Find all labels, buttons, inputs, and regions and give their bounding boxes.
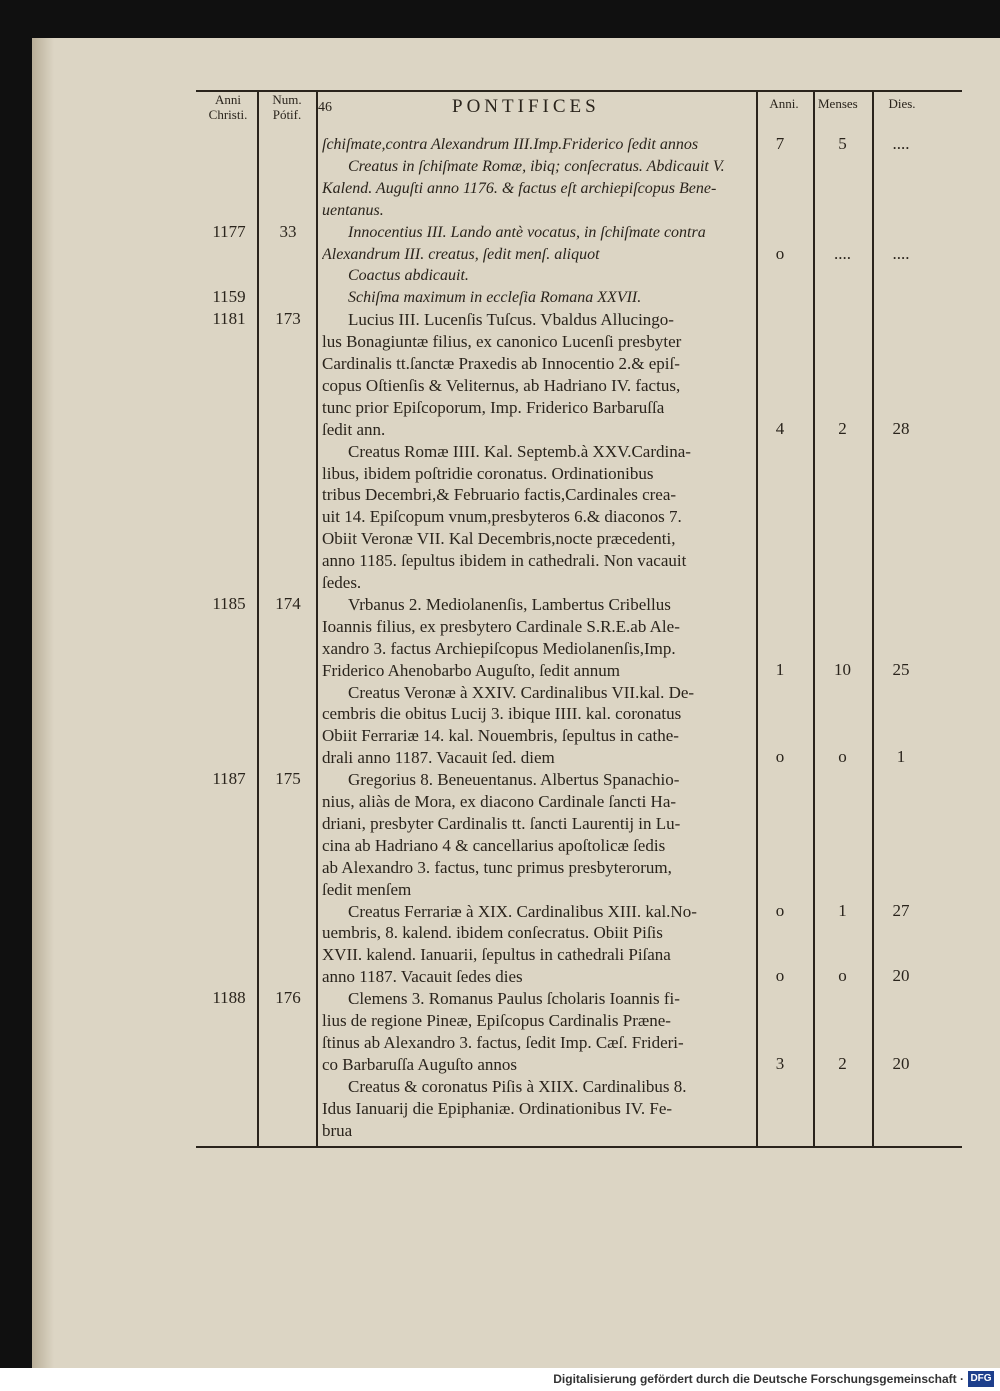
- anni-value: 4: [775, 418, 785, 438]
- text-line: tribus Decembri,& Februario factis,Cardinales crea-: [322, 485, 677, 505]
- text-line: Creatus & coronatus Piſis à XIIX. Cardinalibus 8.: [348, 1076, 687, 1096]
- page-title: PONTIFICES: [452, 96, 600, 117]
- header-dies-col: Dies.: [888, 96, 916, 111]
- page-number: 46: [318, 100, 332, 115]
- text-line: Obiit Veronæ VII. Kal Decembris,nocte præcedenti,: [322, 529, 676, 549]
- menses-value: 5: [838, 134, 847, 153]
- text-line: uembris, 8. kalend. ibidem conſecratus. Obiit Piſis: [322, 923, 663, 943]
- dies-value: 27: [892, 900, 910, 920]
- menses-value: 2: [838, 1053, 847, 1073]
- text-line: anno 1185. ſepultus ibidem in cathedrali. Non vacauit: [322, 551, 687, 571]
- anni-value: 1: [775, 659, 785, 679]
- text-line: cembris die obitus Lucij 3. ibique IIII. kal. coronatus: [322, 704, 682, 724]
- text-line: ſtinus ab Alexandro 3. factus, ſedit Imp. Cæſ. Frideri-: [322, 1032, 684, 1052]
- text-line: tunc prior Epiſcoporum, Imp. Friderico Barbaruſſa: [322, 397, 665, 417]
- text-line: ſedit menſem: [322, 879, 412, 899]
- col-divider-5: [872, 92, 874, 1146]
- text-line: Creatus Romæ IIII. Kal. Septemb.à XXV.Cardina-: [348, 441, 691, 461]
- footer-credit: Digitalisierung gefördert durch die Deutsche Forschungsgemeinschaft ·: [553, 1372, 964, 1386]
- text-line: Schiſma maximum in eccleſia Romana XXVII.: [348, 289, 642, 307]
- text-line: Lucius III. Lucenſis Tuſcus. Vbaldus Allucingo-: [348, 310, 674, 330]
- text-line: anno 1187. Vacauit ſedes dies: [322, 967, 523, 987]
- pontiff-number: 174: [275, 593, 301, 613]
- text-line: Creatus Ferrariæ à XIX. Cardinalibus XIII. kal.No-: [348, 901, 697, 921]
- menses-value: ....: [834, 243, 851, 263]
- text-line: drali anno 1187. Vacauit ſed. diem: [322, 748, 555, 768]
- dies-value: ....: [892, 243, 910, 263]
- text-line: libus, ibidem poſtridie coronatus. Ordinationibus: [322, 463, 654, 483]
- header-year-col: Anni Christi.: [208, 92, 248, 122]
- anni-value: 3: [775, 1053, 785, 1073]
- header-menses-col: Menses: [818, 96, 858, 111]
- pontiff-number: 33: [279, 221, 297, 241]
- anni-value: o: [775, 966, 785, 986]
- dies-value: ....: [892, 134, 910, 153]
- header-anni-col: Anni.: [769, 96, 799, 111]
- pontiff-number: 176: [275, 988, 301, 1008]
- text-line: Kalend. Auguſti anno 1176. & factus eſt archiepiſcopus Bene-: [322, 179, 717, 197]
- year-value: 1159: [212, 287, 246, 307]
- text-line: Gregorius 8. Beneuentanus. Albertus Spanachio-: [348, 770, 680, 790]
- dfg-logo: DFG: [968, 1371, 994, 1387]
- year-value: 1177: [212, 221, 246, 241]
- text-line: Innocentius III. Lando antè vocatus, in ſchiſmate contra: [348, 223, 706, 241]
- text-line: nius, aliàs de Mora, ex diacono Cardinale ſancti Ha-: [322, 792, 677, 811]
- pontiff-number: 175: [275, 769, 301, 789]
- text-line: Clemens 3. Romanus Paulus ſcholaris Ioannis fi-: [348, 989, 680, 1009]
- col-divider-2: [316, 92, 318, 1146]
- text-line: Coactus abdicauit.: [348, 267, 469, 285]
- anni-value: o: [775, 243, 785, 263]
- text-line: cina ab Hadriano 4 & cancellarius apoſtolicæ ſedis: [322, 835, 666, 855]
- menses-value: o: [838, 747, 847, 767]
- text-line: Cardinalis tt.ſanctæ Praxedis ab Innocentio 2.& epiſ-: [322, 354, 680, 373]
- year-value: 1185: [212, 593, 246, 613]
- menses-value: 1: [838, 900, 847, 920]
- text-line: Friderico Ahenobarbo Auguſto, ſedit annum: [322, 660, 620, 680]
- dies-value: 28: [892, 418, 910, 438]
- text-line: brua: [322, 1120, 353, 1140]
- text-line: uit 14. Epiſcopum vnum,presbyteros 6.& diaconos 7.: [322, 507, 682, 527]
- page-gutter-shadow: [32, 38, 54, 1368]
- dies-value: 1: [896, 747, 906, 767]
- text-line: Creatus Veronæ à XXIV. Cardinalibus VII.kal. De-: [348, 682, 695, 702]
- year-value: 1187: [212, 769, 246, 789]
- text-line: ſchiſmate,contra Alexandrum III.Imp.Friderico ſedit annos: [322, 136, 699, 153]
- menses-value: o: [838, 966, 847, 986]
- footer-bar: [0, 1368, 1000, 1391]
- text-line: driani, presbyter Cardinalis tt. ſancti Laurentij in Lu-: [322, 813, 681, 833]
- menses-value: 2: [838, 418, 847, 438]
- text-line: Vrbanus 2. Mediolanenſis, Lambertus Cribellus: [348, 594, 671, 614]
- year-value: 1181: [212, 309, 246, 329]
- year-value: 1188: [212, 988, 246, 1008]
- text-line: lus Bonagiuntæ filius, ex canonico Lucenſi presbyter: [322, 332, 682, 352]
- text-line: Idus Ianuarij die Epiphaniæ. Ordinationibus IV. Fe-: [322, 1098, 673, 1118]
- text-line: lius de regione Pineæ, Epiſcopus Cardinalis Præne-: [322, 1011, 671, 1030]
- header-num-col: Num. Pótif.: [272, 92, 302, 122]
- bottom-rule: [196, 1146, 962, 1148]
- col-divider-1: [257, 92, 259, 1146]
- text-line: Obiit Ferrariæ 14. kal. Nouembris, ſepultus in cathe-: [322, 726, 679, 746]
- anni-value: o: [775, 900, 785, 920]
- text-line: co Barbaruſſa Auguſto annos: [322, 1054, 517, 1074]
- text-line: Alexandrum III. creatus, ſedit menſ. aliquot: [322, 245, 600, 263]
- dies-value: 20: [892, 966, 910, 986]
- text-line: ab Alexandro 3. factus, tunc primus presbyterorum,: [322, 857, 672, 877]
- text-line: copus Oſtienſis & Veliternus, ab Hadriano IV. factus,: [322, 375, 681, 395]
- text-line: ſedit ann.: [322, 419, 386, 439]
- pontiff-number: 173: [275, 309, 301, 329]
- dies-value: 20: [892, 1053, 910, 1073]
- text-line: XVII. kalend. Ianuarii, ſepultus in cathedrali Piſana: [322, 945, 671, 965]
- dies-value: 25: [892, 659, 910, 679]
- text-line: uentanus.: [322, 201, 384, 219]
- text-line: xandro 3. factus Archiepiſcopus Mediolanenſis,Imp.: [322, 638, 676, 658]
- menses-value: 10: [834, 659, 851, 679]
- text-line: Creatus in ſchiſmate Romæ, ibiq; conſecratus. Abdicauit V.: [348, 157, 725, 175]
- anni-value: 7: [775, 134, 785, 153]
- anni-value: o: [775, 747, 785, 767]
- text-line: Ioannis filius, ex presbytero Cardinale S.R.E.ab Ale-: [322, 616, 680, 636]
- text-line: ſedes.: [322, 573, 362, 592]
